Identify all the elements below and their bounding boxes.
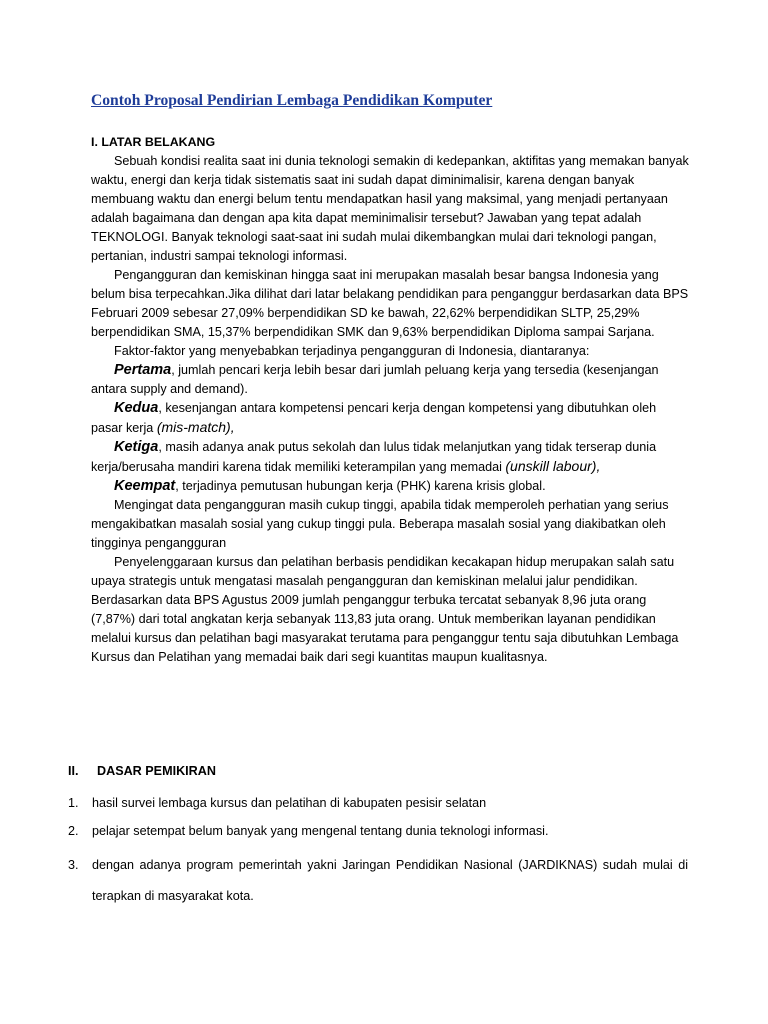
- factor-text: , masih adanya anak putus sekolah dan lulus tidak melanjutkan yang tidak terserap dunia kerja/berusaha mandiri karena tidak memiliki keterampilan yang memadai: [91, 440, 657, 474]
- factor-item: [91, 477, 691, 496]
- paragraph: Penyelenggaraan kursus dan pelatihan berbasis pendidikan kecakapan hidup merupakan salah satu upaya strategis untuk mengatasi masalah pengangguran dan kemiskinan melalui jalur pendidikan. Berdasarkan data BPS Agustus 2009 jumlah penganggur terbuka tercatat sebanyak 8,96 juta orang (7,87%) dari total angkatan kerja sebanyak 113,83 juta orang. Untuk memberikan layanan pendidikan melalui kursus dan pelatihan bagi masyarakat terutama para penganggur tentu saja dibutuhkan Lembaga Kursus dan Pelatihan yang memadai baik dari segi kuantitas maupun kualitasnya.: [91, 555, 679, 664]
- paragraph: Faktor-faktor yang menyebabkan terjadinya pengangguran di Indonesia, diantaranya:: [114, 344, 590, 358]
- factor-after: ,: [230, 419, 235, 435]
- paragraph: Sebuah kondisi realita saat ini dunia teknologi semakin di kedepankan, aktifitas yang memakan banyak waktu, energi dan kerja tidak sistematis saat ini sudah dapat diminimalisir, karena dengan banyak membuang waktu dan energi belum tentu mendapatkan hasil yang maksimal, yang menjadi pertanyaan adalah bagaimana dan dengan apa kita dapat meminimalisir tersebut? Jawaban yang tepat adalah TEKNOLOGI. Banyak teknologi saat-saat ini sudah mulai dikembangkan mulai dari teknologi pangan, pertanian, industri sampai teknologi informasi.: [91, 154, 689, 263]
- factor-term: Ketiga: [114, 439, 159, 455]
- factor-term: Pertama: [114, 362, 172, 378]
- section-heading: I. LATAR BELAKANG: [91, 135, 216, 149]
- section-heading: [68, 764, 688, 784]
- paragraph: Mengingat data pengangguran masih cukup tinggi, apabila tidak memperoleh perhatian yang serius mengakibatkan masalah sosial yang cukup tinggi pula. Beberapa masalah sosial yang diakibatkan oleh tingginya pengangguran: [91, 498, 669, 550]
- list-number: 2.: [68, 824, 79, 838]
- factor-text: , jumlah pencari kerja lebih besar dari jumlah peluang kerja yang tersedia (kesenjangan antara supply and demand).: [91, 363, 659, 396]
- list-text: pelajar setempat belum banyak yang mengenal tentang dunia teknologi informasi.: [92, 824, 549, 838]
- factor-item: [91, 361, 691, 399]
- paragraph: Pengangguran dan kemiskinan hingga saat ini merupakan masalah besar bangsa Indonesia yang belum bisa terpecahkan.Jika dilihat dari latar belakang pendidikan para penganggur berdasarkan data BPS Februari 2009 sebesar 27,09% berpendidikan SD ke bawah, 22,62% berpendidikan SLTP, 25,29% berpendidikan SMA, 15,37% berpendidikan SMK dan 9,63% berpendidikan Diploma sampai Sarjana.: [91, 268, 689, 339]
- list-item: [68, 850, 688, 912]
- section-title: DASAR PEMIKIRAN: [97, 764, 216, 778]
- list-text: dengan adanya program pemerintah yakni Jaringan Pendidikan Nasional (JARDIKNAS) sudah mulai di terapkan di masyarakat kota.: [92, 858, 688, 903]
- factor-text: , kesenjangan antara kompetensi pencari kerja dengan kompetensi yang dibutuhkan oleh pasar kerja: [91, 401, 657, 435]
- document-title: Contoh Proposal Pendirian Lembaga Pendidikan Komputer: [91, 92, 493, 109]
- list-text: hasil survei lembaga kursus dan pelatihan di kabupaten pesisir selatan: [92, 796, 487, 810]
- list-item: [68, 794, 688, 813]
- factor-italic: (unskill labour): [505, 458, 597, 474]
- factor-term: Keempat: [114, 478, 176, 494]
- section-dasar-pemikiran: [68, 764, 688, 912]
- section-number: II.: [68, 764, 79, 778]
- factor-after: ,: [596, 458, 601, 474]
- list-number: 1.: [68, 796, 79, 810]
- numbered-list: [68, 794, 688, 912]
- factor-text: , terjadinya pemutusan hubungan kerja (PHK) karena krisis global.: [175, 479, 546, 493]
- factor-item: [91, 399, 691, 438]
- section-latar-belakang: [91, 133, 691, 667]
- factor-item: [91, 438, 691, 477]
- factor-term: Kedua: [114, 400, 159, 416]
- list-number: 3.: [68, 858, 79, 872]
- list-item: [68, 822, 688, 841]
- factor-italic: (mis-match): [156, 419, 231, 435]
